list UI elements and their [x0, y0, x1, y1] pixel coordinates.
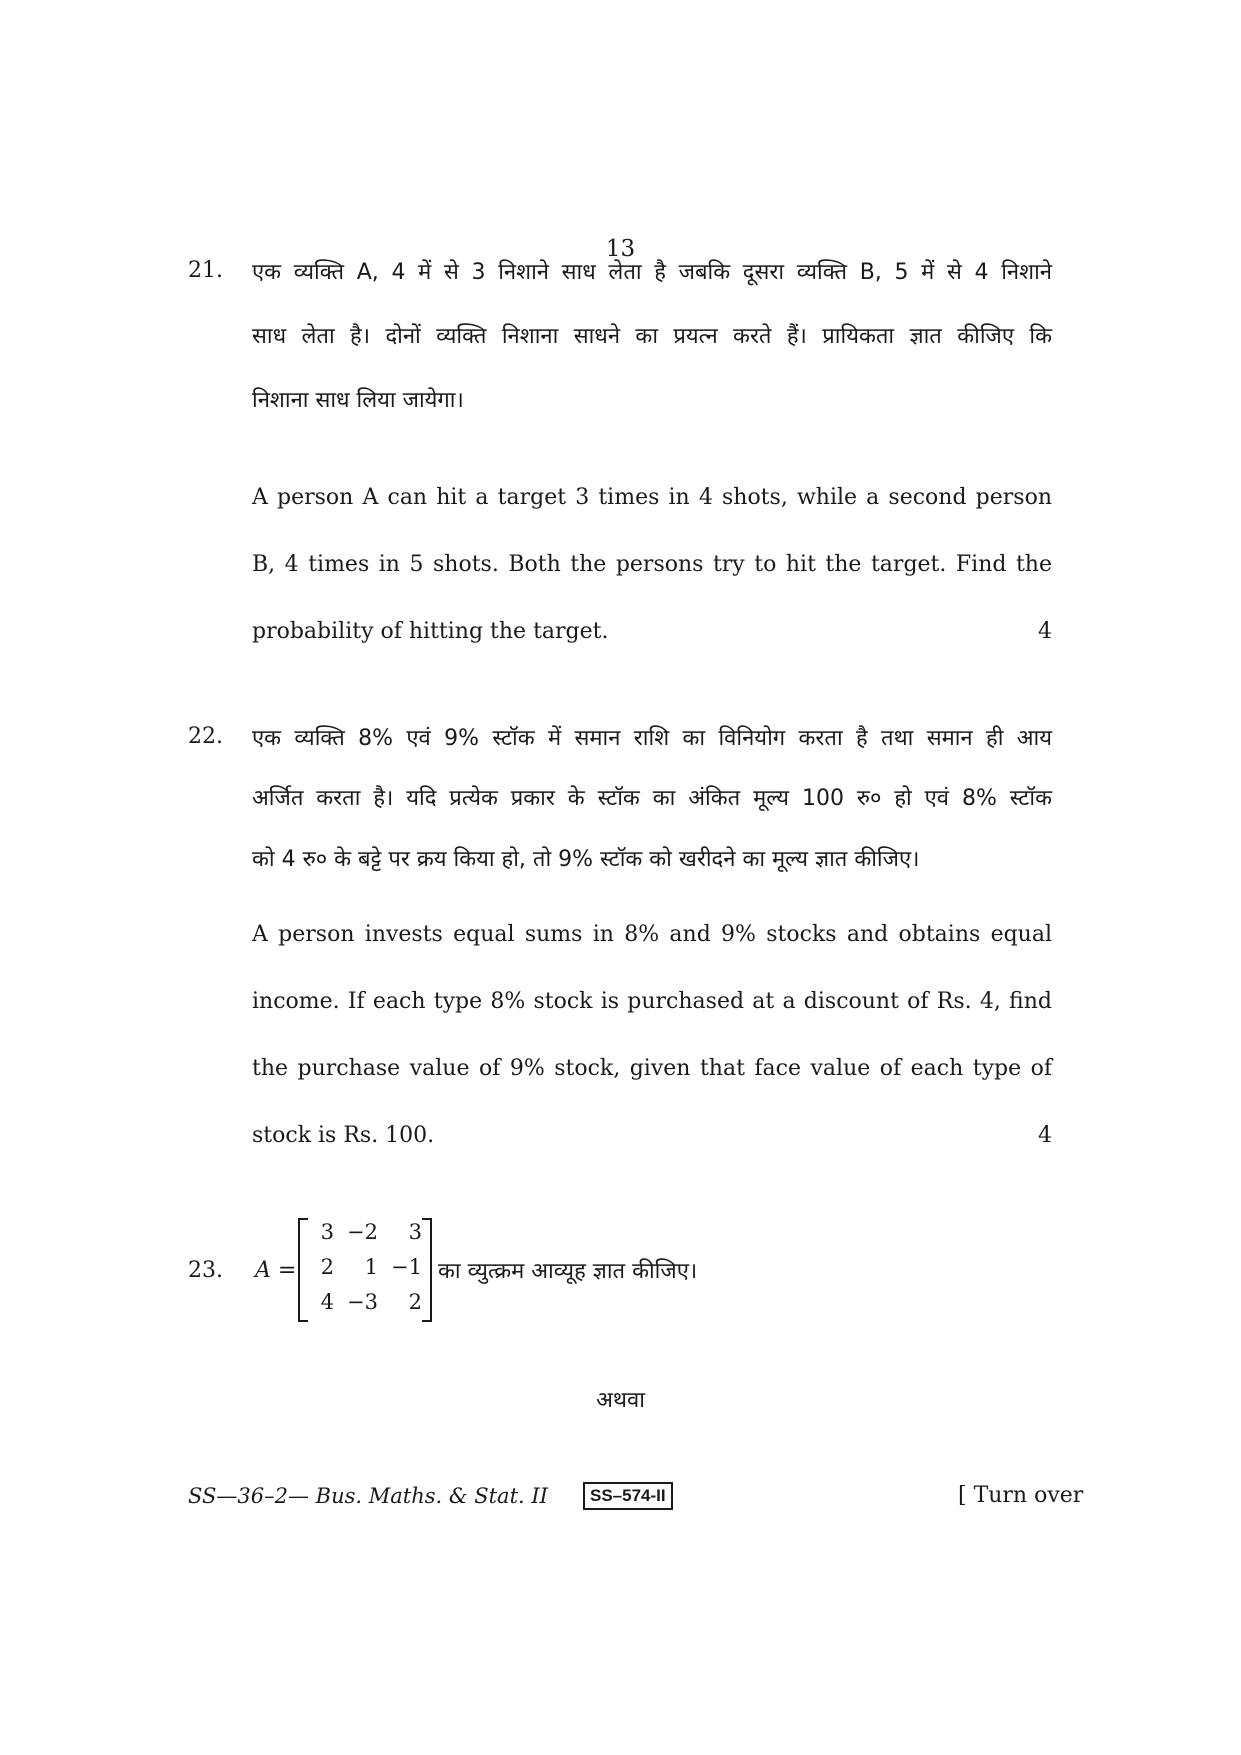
q22-hindi-line-1: एक व्यक्ति 8% एवं 9% स्टॉक में समान राशि का विनियोग करता है तथा समान ही आय — [252, 726, 1052, 751]
matrix-a — [298, 1218, 432, 1318]
q21-english-line-3: probability of hitting the target. — [252, 619, 609, 644]
matrix-cell: 2 — [320, 1255, 334, 1279]
or-divider: अथवा — [596, 1388, 645, 1413]
matrix-label: A = — [255, 1258, 297, 1283]
turn-over-note: [ Turn over — [958, 1483, 1084, 1508]
q22-english-line-4: stock is Rs. 100. — [252, 1123, 435, 1148]
matrix-cell: −2 — [347, 1220, 378, 1244]
matrix-cell: −1 — [391, 1255, 422, 1279]
q21-hindi-line-1: एक व्यक्ति A, 4 में से 3 निशाने साध लेता है जबकि दूसरा व्यक्ति B, 5 में से 4 निशाने — [252, 260, 1052, 285]
matrix-right-bracket — [422, 1218, 432, 1322]
page-number: 13 — [605, 236, 636, 262]
matrix-cell: 4 — [320, 1290, 334, 1314]
q21-marks: 4 — [1038, 619, 1052, 644]
q22-english-line-2: income. If each type 8% stock is purchased at a discount of Rs. 4, find — [252, 989, 1052, 1014]
q22-english-line-3: the purchase value of 9% stock, given that face value of each type of — [252, 1056, 1052, 1081]
matrix-cell: 3 — [320, 1220, 334, 1244]
q22-marks: 4 — [1038, 1123, 1052, 1148]
matrix-cell: 3 — [408, 1220, 422, 1244]
matrix-cell: −3 — [347, 1290, 378, 1314]
matrix-cell: 1 — [364, 1255, 378, 1279]
footer-paper-code: SS–574-II — [583, 1482, 673, 1510]
q23-hindi-text: का व्युत्क्रम आव्यूह ज्ञात कीजिए। — [438, 1259, 698, 1284]
question-22-number: 22. — [188, 724, 223, 749]
question-21-number: 21. — [188, 258, 223, 283]
q22-hindi-line-3: को 4 रु० के बट्टे पर क्रय किया हो, तो 9% स्टॉक को खरीदने का मूल्य ज्ञात कीजिए। — [252, 847, 920, 872]
q22-english-line-1: A person invests equal sums in 8% and 9% stocks and obtains equal — [252, 922, 1052, 947]
footer-paper-title: SS—36–2— Bus. Maths. & Stat. II — [188, 1484, 548, 1508]
question-23-number: 23. — [188, 1258, 223, 1283]
matrix-cell: 2 — [408, 1290, 422, 1314]
q21-hindi-line-3: निशाना साध लिया जायेगा। — [252, 388, 464, 413]
q21-english-line-2: B, 4 times in 5 shots. Both the persons try to hit the target. Find the — [252, 552, 1052, 577]
q21-english-line-1: A person A can hit a target 3 times in 4 shots, while a second person — [252, 485, 1052, 510]
q21-hindi-line-2: साध लेता है। दोनों व्यक्ति निशाना साधने का प्रयत्न करते हैं। प्रायिकता ज्ञात कीजिए कि — [252, 324, 1052, 349]
q22-hindi-line-2: अर्जित करता है। यदि प्रत्येक प्रकार के स्टॉक का अंकित मूल्य 100 रु० हो एवं 8% स्टॉक — [252, 786, 1052, 811]
